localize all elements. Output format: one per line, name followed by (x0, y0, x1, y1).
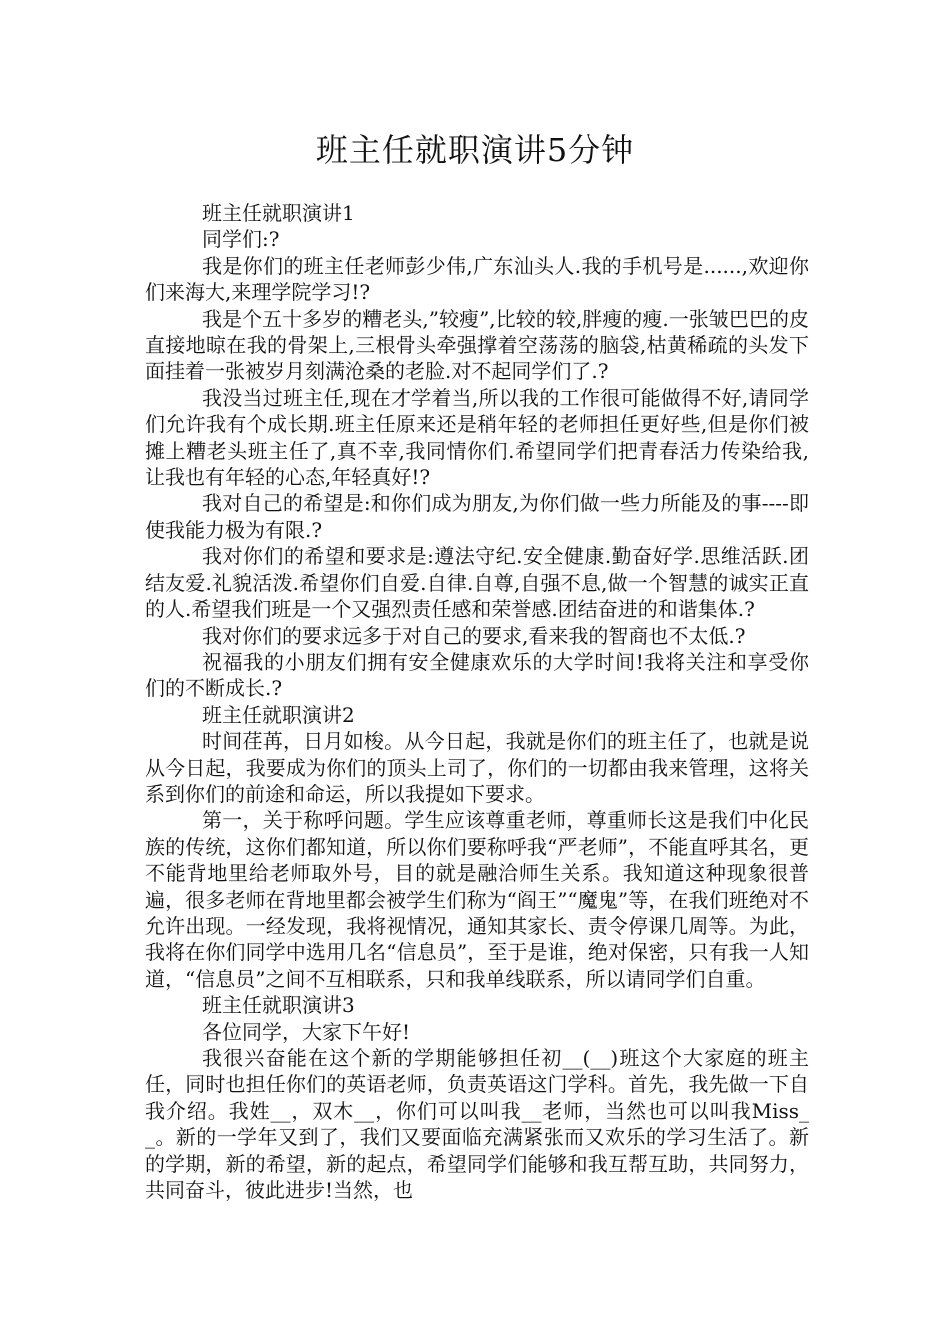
section-heading: 班主任就职演讲2 (202, 702, 355, 727)
paragraph: 我对你们的要求远多于对自己的要求,看来我的智商也不太低.? (202, 623, 746, 648)
section-heading: 班主任就职演讲1 (202, 201, 355, 225)
paragraph: 我是你们的班主任老师彭少伟,广东汕头人.我的手机号是......,欢迎你们来海大,来理学院学习!? (145, 253, 809, 305)
paragraph: 时间荏苒，日月如梭。从今日起，我就是你们的班主任了，也就是说从今日起，我要成为你们的顶头上司了，你们的一切都由我来管理，这将关系到你们的前途和命运，所以我提如下要求。 (145, 729, 809, 806)
document-body (145, 200, 809, 1203)
salutation: 各位同学，大家下午好! (202, 1019, 411, 1044)
paragraph: 我没当过班主任,现在才学着当,所以我的工作很可能做得不好,请同学们允许我有个成长期.班主任原来还是稍年轻的老师担任更好些,但是你们被摊上糟老头班主任了,真不幸,我同情你们.希望同学们把青春活力传染给我,让我也有年轻的心态,年轻真好!? (145, 385, 809, 490)
paragraph: 我很兴奋能在这个新的学期能够担任初__(__)班这个大家庭的班主任，同时也担任你们的英语老师，负责英语这门学科。首先，我先做一下自我介绍。我姓__，双木__，你们可以叫我__老师，当然也可以叫我Miss__。新的一学年又到了，我们又要面临充满紧张而又欢乐的学习生活了。新的学期，新的希望，新的起点，希望同学们能够和我互帮互助，共同努力，共同奋斗，彼此进步!当然，也 (145, 1046, 809, 1203)
paragraph: 我对自己的希望是:和你们成为朋友,为你们做一些力所能及的事----即使我能力极为有限.? (145, 491, 809, 542)
paragraph: 我是个五十多岁的糟老头,”较瘦”,比较的较,胖瘦的瘦.一张皱巴巴的皮直接地晾在我的骨架上,三根骨头牵强撑着空荡荡的脑袋,枯黄稀疏的头发下面挂着一张被岁月刻满沧桑的老脸.对不起同学们了.? (145, 306, 809, 384)
paragraph: 我对你们的希望和要求是:遵法守纪.安全健康.勤奋好学.思维活跃.团结友爱.礼貌活泼.希望你们自爱.自律.自尊,自强不息,做一个智慧的诚实正直的人.希望我们班是一个又强烈责任感和荣誉感.团结奋进的和谐集体.? (145, 544, 809, 622)
salutation: 同学们:? (202, 227, 280, 252)
paragraph: 祝福我的小朋友们拥有安全健康欢乐的大学时间!我将关注和享受你们的不断成长.? (145, 649, 809, 701)
section-heading: 班主任就职演讲3 (202, 993, 355, 1018)
paragraph: 第一，关于称呼问题。学生应该尊重老师，尊重师长这是我们中化民族的传统，这你们都知道，所以你们要称呼我“严老师”，不能直呼其名，更不能背地里给老师取外号，目的就是融洽师生关系。我知道这种现象很普遍，很多老师在背地里都会被学生们称为“阎王”“魔鬼”等，在我们班绝对不允许出现。一经发现，我将视情况，通知其家长、责令停课几周等。为此，我将在你们同学中选用几名“信息员”，至于是谁，绝对保密，只有我一人知道，“信息员”之间不互相联系，只和我单线联系，所以请同学们自重。 (145, 808, 809, 991)
document-title: 班主任就职演讲5分钟 (315, 131, 635, 169)
